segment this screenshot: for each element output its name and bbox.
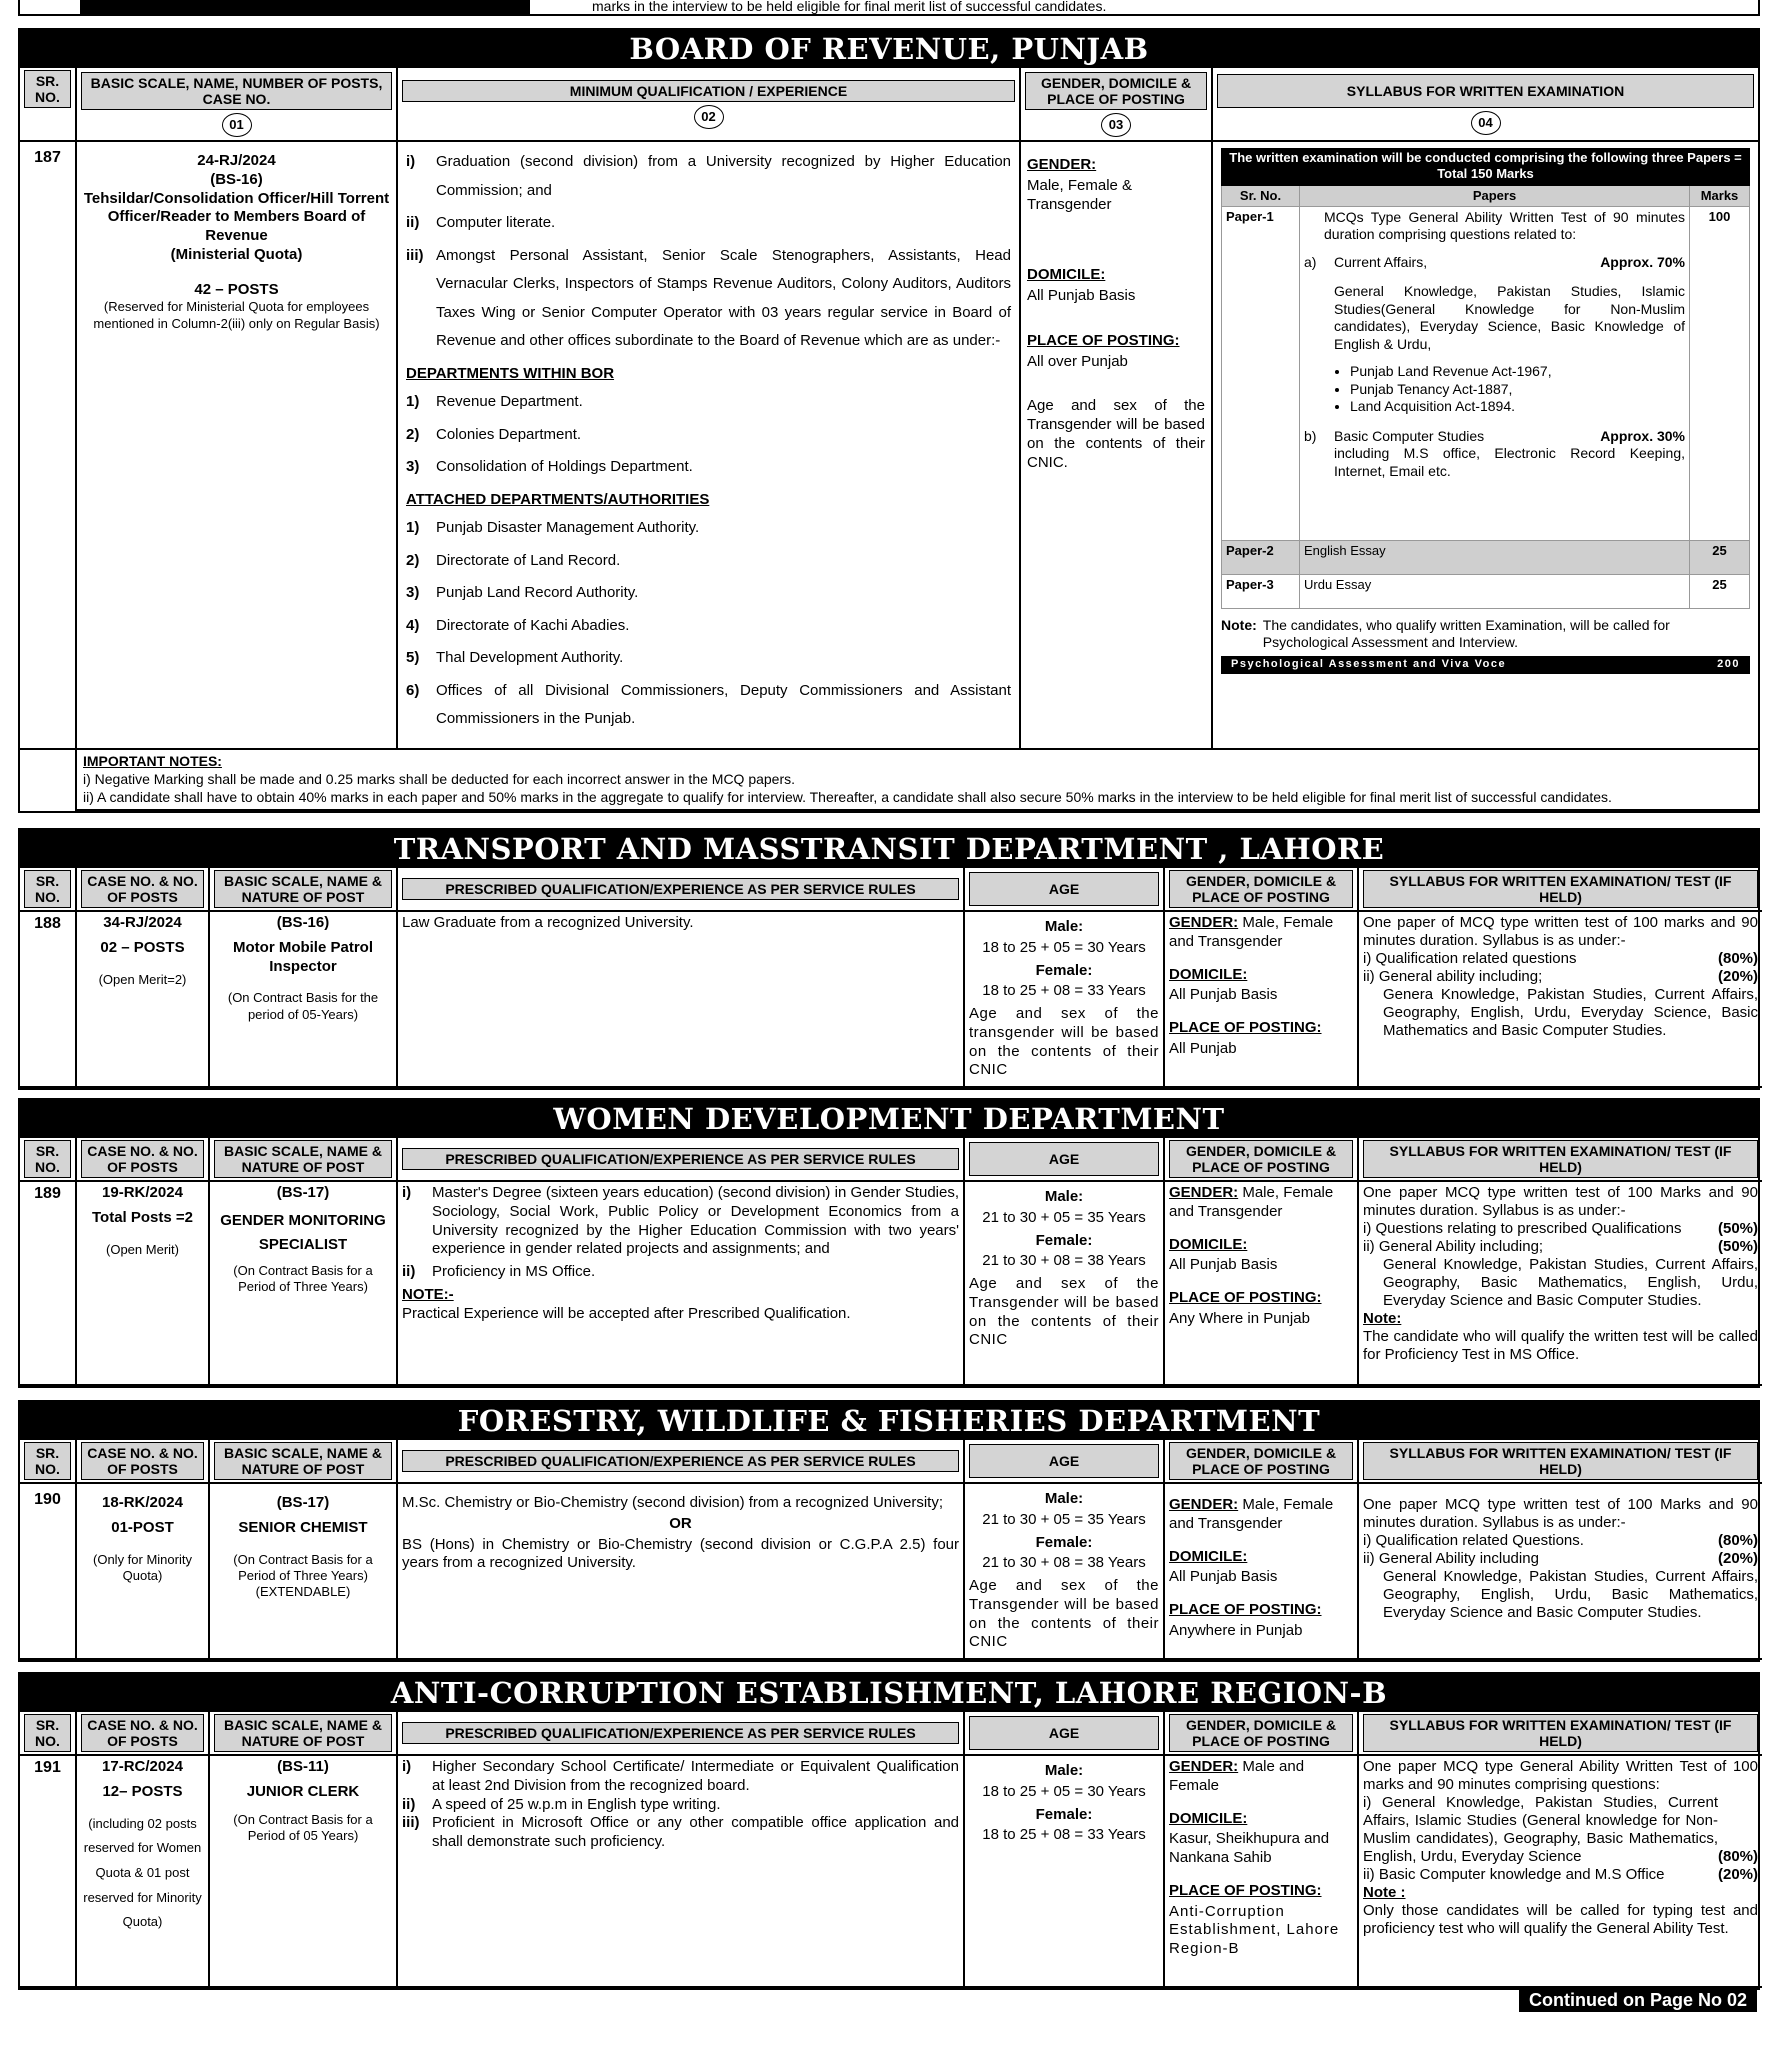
attached-item: 2) Directorate of Land Record. — [406, 551, 621, 569]
sr-number: 187 — [20, 141, 76, 749]
important-note-2: ii) A candidate shall have to obtain 40% marks in each paper and 50% marks in the aggregate to qualify for interview. Thereafter, a candidate shall also secure 50% marks in the interview to be held eligible for final merit list of successful candidates. — [83, 788, 1612, 805]
section-title: BOARD OF REVENUE, PUNJAB — [20, 30, 1758, 68]
paper-2-row: Paper-2 English Essay 25 — [1222, 540, 1750, 574]
paper-1-b-detail: including M.S office, Electronic Record Keeping, Internet, Email etc. — [1334, 445, 1685, 479]
row-191: 191 17-RC/2024 12– POSTS (including 02 posts reserved for Women Quota & 01 post reserved for Minority Quota) (BS-11) JUNIOR CLERK (On Contract Basis for a Period of 05 Years) i) Higher Secondary School Certificate/ Intermediate or Equivalent Qualification at least 2nd Division from the recognized board. ii) A speed of 25 w.p.m in English type writing. iii) Proficient in Microsoft Office or any other compatible office application and shall demonstrate such proficiency. Male: 18 to 25 + 05 = 30 Years Female: 18 to 25 + 08 = 33 Years GENDER: Male and Female DOMICILE: Kasur, Sheikhupura and Nankana Sahib PLACE OF POSTING: Anti-Corruption Establishment, Lahore Region-B One paper MCQ type General Ability Written Test of 100 marks and 90 minutes comprising questions: i) General Knowledge, Pakistan Studies, Current Affairs, Islamic Studies (General knowledge for Non-Muslim candidates), Geography, Basic Mathematics, English, Urdu, Everyday Science (80%) ii) Basic Computer knowledge and M.S Office (20%) Note : Only those candidates will be called for typing test and proficiency test who will qualify the General Ability Test. — [20, 1755, 1762, 1987]
header-qualification: MINIMUM QUALIFICATION / EXPERIENCE — [402, 80, 1015, 102]
header-row: SR. NO. CASE NO. & NO. OF POSTS BASIC SCALE, NAME & NATURE OF POST PRESCRIBED QUALIFICATION/EXPERIENCE AS PER SERVICE RULES AGE GENDER, DOMICILE & PLACE OF POSTING SYLLABUS FOR WRITTEN EXAMINATION/ TEST (IF HELD) — [20, 1440, 1762, 1483]
important-notes-heading: IMPORTANT NOTES: — [83, 753, 222, 770]
case-number: 24-RJ/2024 — [197, 152, 276, 170]
papers-header-marks: Marks — [1690, 185, 1750, 206]
section-forestry — [18, 1400, 1760, 1662]
act-list: • Punjab Land Revenue Act-1967, • Punjab Tenancy Act-1887, • Land Acquisition Act-1894. — [1330, 363, 1685, 416]
section-title: FORESTRY, WILDLIFE & FISHERIES DEPARTMENT — [20, 1402, 1758, 1440]
attached-item: 5) Thal Development Authority. — [406, 649, 624, 667]
header-sr: SR. NO. — [24, 70, 71, 108]
paper-1-row: Paper-1 MCQs Type General Ability Written Test of 90 minutes duration comprising questions related to: a) Current Affairs, Approx. 70% General Knowledge, Pakistan Studies, Islamic Studies(General Knowledge for Non-Muslim candidates), Everyday Science, Basic Knowledge of English & Urdu, • Punjab Land Revenue Act-1967, • Punjab Tenancy Act-1887, • Land Acquisition Act-1894. b) Basic Computer Studies Approx. 30% including M.S office, Electronic Record Keeping, Internet, Email etc. 100 — [1222, 206, 1750, 540]
gender-label: GENDER: — [1027, 156, 1097, 174]
basic-scale: (BS-16) — [210, 170, 263, 188]
attached-item: 4) Directorate of Kachi Abadies. — [406, 616, 630, 634]
paper-1-marks: 100 — [1690, 206, 1750, 540]
previous-section-strip — [18, 0, 1760, 16]
attached-item: 1) Punjab Disaster Management Authority. — [406, 519, 700, 537]
posts-count: 42 – POSTS — [194, 280, 279, 298]
age-note: Age and sex of the Transgender will be based on the contents of their CNIC. — [1027, 397, 1205, 471]
paper-1-a-detail: General Knowledge, Pakistan Studies, Islamic Studies(General Knowledge for Non-Muslim candidates), Everyday Science, Basic Knowledge of English & Urdu, — [1334, 283, 1685, 352]
qual-item: i) Graduation (second division) from a University recognized by Higher Education Commission; and — [406, 153, 1011, 199]
paper-1-b-weight: Approx. 30% — [1600, 427, 1685, 444]
dept-item: 1) Revenue Department. — [406, 393, 583, 411]
posting-value: All over Punjab — [1027, 352, 1128, 370]
section-transport — [18, 828, 1760, 1090]
posting-label: PLACE OF POSTING: — [1027, 331, 1180, 349]
post-name: Tehsildar/Consolidation Officer/Hill Torrent Officer/Reader to Members Board of Revenue — [83, 189, 390, 245]
qualification: Law Graduate from a recognized University. — [397, 911, 964, 1087]
previous-section-text: marks in the interview to be held eligible for final merit list of successful candidates. — [592, 0, 1107, 14]
attached-heading: ATTACHED DEPARTMENTS/AUTHORITIES — [406, 490, 710, 508]
section-title: WOMEN DEVELOPMENT DEPARTMENT — [20, 1100, 1758, 1138]
paper-1-desc: MCQs Type General Ability Written Test of 90 minutes duration comprising questions related to: — [1324, 208, 1685, 243]
attached-item: 6) Offices of all Divisional Commissioners, Deputy Commissioners and Assistant Commissioners in the Punjab. — [406, 681, 1011, 728]
domicile-value: All Punjab Basis — [1027, 287, 1136, 305]
qual-item: ii) Computer literate. — [406, 214, 556, 232]
header-row: SR. NO. CASE NO. & NO. OF POSTS BASIC SCALE, NAME & NATURE OF POST PRESCRIBED QUALIFICATION/EXPERIENCE AS PER SERVICE RULES AGE GENDER, DOMICILE & PLACE OF POSTING SYLLABUS FOR WRITTEN EXAMINATION/ TEST (IF HELD) — [20, 868, 1762, 911]
bor-table — [20, 68, 1758, 811]
dept-item: 3) Consolidation of Holdings Department. — [406, 458, 693, 476]
col-number: 04 — [1471, 111, 1501, 135]
header-syllabus: SYLLABUS FOR WRITTEN EXAMINATION — [1217, 74, 1754, 108]
section-title: ANTI-CORRUPTION ESTABLISHMENT, LAHORE REGION-B — [20, 1674, 1758, 1712]
row-190: 190 18-RK/2024 01-POST (Only for Minority Quota) (BS-17) SENIOR CHEMIST (On Contract Basis for a Period of Three Years) (EXTENDABLE) M.Sc. Chemistry or Bio-Chemistry (second division) from a recognized University; OR BS (Hons) in Chemistry or Bio-Chemistry (second division or C.G.P.A 2.5) four years from a recognized University. Male: 21 to 30 + 05 = 35 Years Female: 21 to 30 + 08 = 38 Years Age and sex of the Transgender will be based on the contents of their CNIC GENDER: Male, Female and Transgender DOMICILE: All Punjab Basis PLACE OF POSTING: Anywhere in Punjab One paper MCQ type written test of 100 Marks and 90 minutes duration. Syllabus is as under:- i) Qualification related Questions. (80%) ii) General Ability including (20%) General Knowledge, Pakistan Studies, Current Affairs, Geography, English, Urdu, Basic Mathematics, Everyday Science and Basic Computer Studies. — [20, 1483, 1762, 1659]
important-note-1: i) Negative Marking shall be made and 0.25 marks shall be deducted for each incorrect answer in the MCQ papers. — [83, 770, 796, 787]
header-gender: GENDER, DOMICILE & PLACE OF POSTING — [1025, 72, 1207, 110]
exam-intro: The written examination will be conducted comprising the following three Papers = Total 150 Marks — [1222, 148, 1750, 185]
bor-row-187 — [20, 141, 1758, 749]
continued-label: Continued on Page No 02 — [1519, 1989, 1757, 2012]
header-basic: BASIC SCALE, NAME, NUMBER OF POSTS, CASE NO. — [81, 72, 392, 110]
row-189: 189 19-RK/2024 Total Posts =2 (Open Merit) (BS-17) GENDER MONITORING SPECIALIST (On Contract Basis for a Period of Three Years) i) Master's Degree (sixteen years education) (second division) in Gender Studies, Sociology, Social Work, Public Policy or Development Economics from a University recognized by the Higher Education Commission with two years' experience in gender related projects and assignments; and ii) Proficiency in MS Office. NOTE:- Practical Experience will be accepted after Prescribed Qualification. Male: 21 to 30 + 05 = 35 Years Female: 21 to 30 + 08 = 38 Years Age and sex of the Transgender will be based on the contents of their CNIC GENDER: Male, Female and Transgender DOMICILE: All Punjab Basis PLACE OF POSTING: Any Where in Punjab One paper MCQ type written test of 100 Marks and 90 minutes duration. Syllabus is as under:- i) Questions relating to prescribed Qualifications (50%) ii) General Ability including; (50%) General Knowledge, Pakistan Studies, Current Affairs, Geography, Basic Mathematics, English, Urdu, Everyday Science and Basic Computer Studies. Note: The candidate who will qualify the written test will be called for Proficiency Test in MS Office. — [20, 1181, 1762, 1385]
section-women-development — [18, 1098, 1760, 1388]
row-188: 188 34-RJ/2024 02 – POSTS (Open Merit=2) (BS-16) Motor Mobile Patrol Inspector (On Contract Basis for the period of 05-Years) Law Graduate from a recognized University. Male: 18 to 25 + 05 = 30 Years Female: 18 to 25 + 08 = 33 Years Age and sex of the transgender will be based on the contents of their CNIC GENDER: Male, Female and Transgender DOMICILE: All Punjab Basis PLACE OF POSTING: All Punjab One paper of MCQ type written test of 100 marks and 90 minutes duration. Syllabus is as under:- i) Qualification related questions (80%) ii) General ability including; (20%) Genera Knowledge, Pakistan Studies, Current Affairs, Geography, English, Urdu, Everyday Science, Basic Mathematics and Basic Computer Studies. — [20, 911, 1762, 1087]
bor-header-row — [20, 68, 1758, 141]
section-title: TRANSPORT AND MASSTRANSIT DEPARTMENT , LAHORE — [20, 830, 1758, 868]
paper-1-label: Paper-1 — [1222, 206, 1300, 540]
section-board-of-revenue — [18, 28, 1760, 813]
important-notes-row — [20, 749, 1758, 809]
section-anti-corruption — [18, 1672, 1760, 1990]
papers-table — [1221, 148, 1750, 609]
attached-item: 3) Punjab Land Record Authority. — [406, 584, 639, 602]
domicile-label: DOMICILE: — [1027, 266, 1106, 284]
col-number: 02 — [694, 105, 724, 129]
black-block — [80, 0, 530, 14]
paper-note: Note: The candidates, who qualify written Examination, will be called for Psychological Assessment and Interview. — [1221, 616, 1670, 651]
papers-header-sr: Sr. No. — [1222, 185, 1300, 206]
dept-item: 2) Colonies Department. — [406, 425, 582, 443]
header-row: SR. NO. CASE NO. & NO. OF POSTS BASIC SCALE, NAME & NATURE OF POST PRESCRIBED QUALIFICATION/EXPERIENCE AS PER SERVICE RULES AGE GENDER, DOMICILE & PLACE OF POSTING SYLLABUS FOR WRITTEN EXAMINATION/ TEST (IF HELD) — [20, 1712, 1762, 1755]
col-number: 01 — [222, 113, 252, 137]
qual-item: iii) Amongst Personal Assistant, Senior Scale Stenographers, Assistants, Head Vernacular Clerks, Inspectors of Stamps Revenue Auditors, Colony Auditors, Auditors Taxes Wing or Senior Computer Operator with 03 years regular service in Board of Revenue and other offices subordinate to the Board of Revenue which are as under:- — [406, 246, 1011, 350]
gender-value: Male, Female & Transgender — [1027, 176, 1133, 213]
header-row: SR. NO. CASE NO. & NO. OF POSTS BASIC SCALE, NAME & NATURE OF POST PRESCRIBED QUALIFICATION/EXPERIENCE AS PER SERVICE RULES AGE GENDER, DOMICILE & PLACE OF POSTING SYLLABUS FOR WRITTEN EXAMINATION/ TEST (IF HELD) — [20, 1138, 1762, 1181]
reserved-note: (Reserved for Ministerial Quota for employees mentioned in Column-2(iii) only on Regular Basis) — [93, 299, 380, 331]
psych-assessment-bar: Psychological Assessment and Viva Voce 200 — [1221, 656, 1750, 674]
paper-1-a-weight: Approx. 70% — [1600, 253, 1685, 270]
paper-3-row: Paper-3 Urdu Essay 25 — [1222, 574, 1750, 608]
quota: (Ministerial Quota) — [170, 245, 303, 263]
departments-heading: DEPARTMENTS WITHIN BOR — [406, 364, 615, 382]
papers-header-papers: Papers — [1300, 185, 1690, 206]
col-number: 03 — [1101, 113, 1131, 137]
